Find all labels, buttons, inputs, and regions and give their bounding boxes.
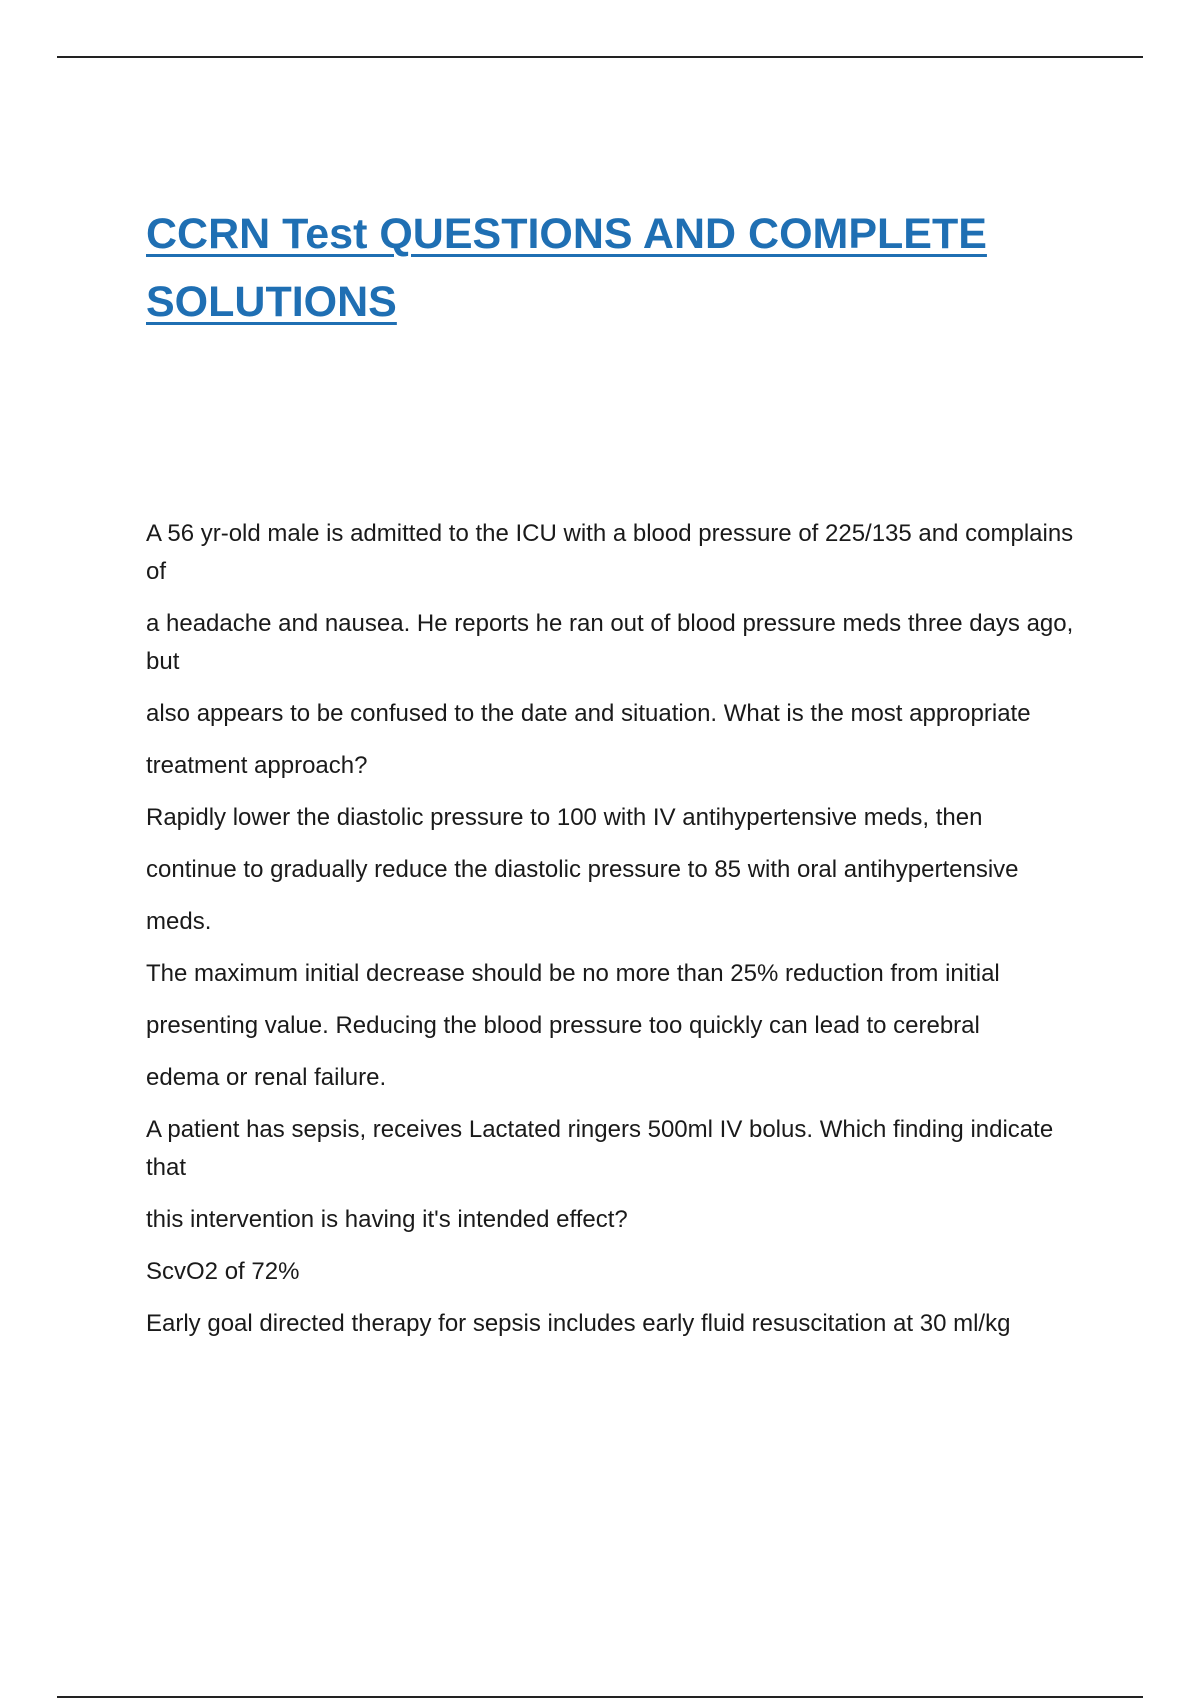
paragraph-8: The maximum initial decrease should be no more than 25% reduction from initial xyxy=(146,960,1000,987)
paragraph-3: also appears to be confused to the date and situation. What is the most appropriate xyxy=(146,700,1031,727)
paragraph-11: A patient has sepsis, receives Lactated ringers 500ml IV bolus. Which finding indicate that xyxy=(146,1116,1054,1181)
paragraph-13: ScvO2 of 72% xyxy=(146,1258,300,1285)
document-title[interactable]: CCRN Test QUESTIONS AND COMPLETE SOLUTIONS xyxy=(146,210,987,326)
bottom-divider xyxy=(57,1696,1143,1698)
top-divider xyxy=(57,56,1143,58)
paragraph-7: meds. xyxy=(146,908,212,935)
paragraph-1: A 56 yr-old male is admitted to the ICU with a blood pressure of 225/135 and complains of xyxy=(146,520,1074,585)
paragraph-5: Rapidly lower the diastolic pressure to 100 with IV antihypertensive meds, then xyxy=(146,804,983,831)
paragraph-12: this intervention is having it's intended effect? xyxy=(146,1206,628,1233)
paragraph-9: presenting value. Reducing the blood pressure too quickly can lead to cerebral xyxy=(146,1012,980,1039)
paragraph-14: Early goal directed therapy for sepsis includes early fluid resuscitation at 30 ml/kg xyxy=(146,1310,1011,1337)
document-body xyxy=(146,515,1076,1357)
paragraph-4: treatment approach? xyxy=(146,752,368,779)
paragraph-10: edema or renal failure. xyxy=(146,1064,387,1091)
paragraph-6: continue to gradually reduce the diastolic pressure to 85 with oral antihypertensive xyxy=(146,856,1019,883)
paragraph-2: a headache and nausea. He reports he ran out of blood pressure meds three days ago, but xyxy=(146,610,1074,675)
